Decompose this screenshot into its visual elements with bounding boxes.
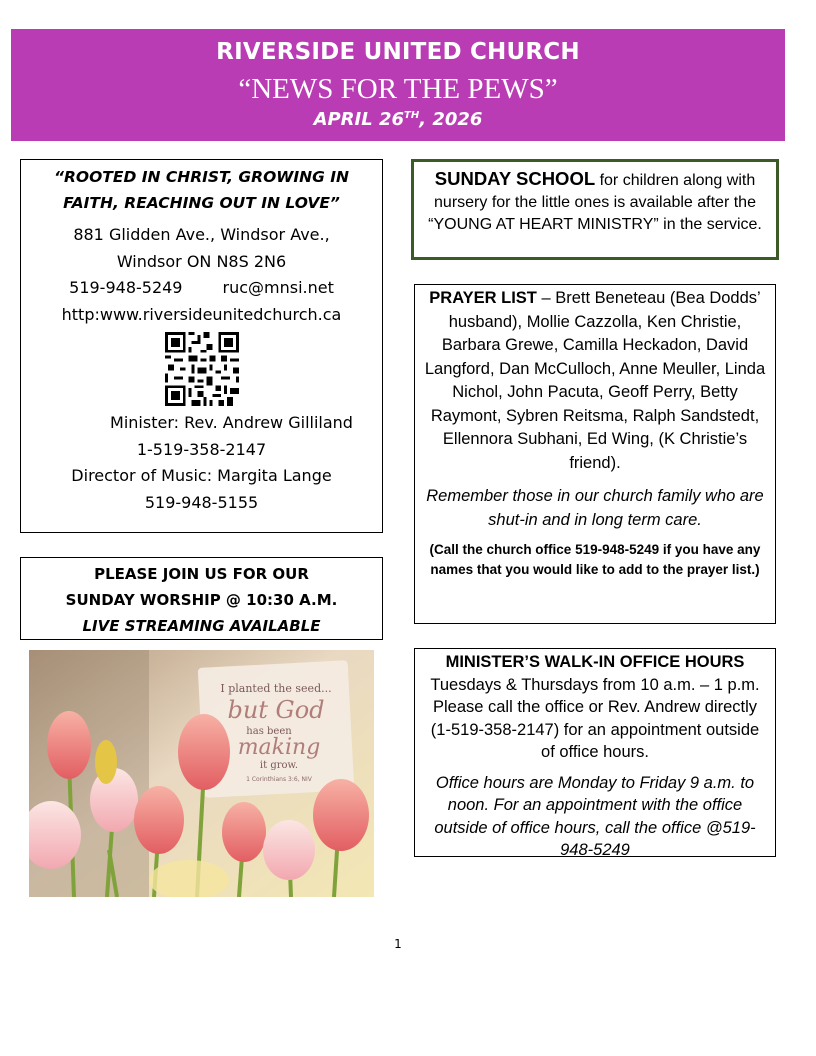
address-line-2: Windsor ON N8S 2N6: [116, 251, 287, 271]
photo-caption-1: I planted the seed...: [220, 682, 332, 695]
music-director: Director of Music: Margita Lange: [71, 466, 332, 485]
music-director-phone: 519-948-5155: [144, 492, 259, 512]
office-hours-note: Office hours are Monday to Friday 9 a.m. to noon. For an appointment with the office outside of office hours, call the office @519-948-5249: [434, 773, 756, 859]
issue-date: APRIL 26TH, 2026: [313, 109, 483, 130]
minister-name: Minister: Rev. Andrew Gilliland: [110, 413, 353, 432]
office-hours-title: MINISTER’S WALK-IN OFFICE HOURS: [445, 653, 745, 671]
office-hours-box: [414, 648, 776, 857]
photo-caption-4: making: [237, 735, 321, 760]
church-name: RIVERSIDE UNITED CHURCH: [216, 39, 580, 65]
qr-code-icon[interactable]: [165, 332, 239, 406]
prayer-names: – Brett Beneteau (Bea Dodds’ husband), Mollie Cazzolla, Ken Christie, Barbara Grewe, Camilla Heckadon, David Langford, Dan McCulloch, Anne Meuller, Linda Nichol, John Pacuta, Geoff Perry, Betty Raymont, Sybren Reitsma, Ralph Sandstedt, Ellennora Subhani, Ed Wing, (K Christie’s friend).: [424, 289, 766, 472]
tulip-photo: [29, 650, 374, 897]
walk-in-hours: Tuesdays & Thursdays from 10 a.m. – 1 p.m. Please call the office or Rev. Andrew directly (1-519-358-2147) for an appointment outside of office hours.: [430, 675, 760, 761]
address-line-1: 881 Glidden Ave., Windsor Ave.,: [73, 225, 330, 244]
sunday-school-text: for children along with nursery for the little ones is available after the “YOUNG AT HEART MINISTRY” in the service.: [428, 172, 762, 233]
church-info-box: [20, 159, 383, 533]
photo-caption-2: but God: [227, 696, 325, 724]
worship-box: [20, 557, 383, 640]
worship-line-2: SUNDAY WORSHIP @ 10:30 A.M.: [65, 591, 338, 609]
sunday-school-box: [411, 159, 779, 260]
photo-caption-5: it grow.: [259, 760, 299, 771]
prayer-list-title: PRAYER LIST: [429, 289, 537, 307]
worship-line-1: PLEASE JOIN US FOR OUR: [94, 565, 309, 583]
church-phone: 519-948-5249: [69, 278, 183, 297]
church-website[interactable]: http:www.riversideunitedchurch.ca: [61, 304, 342, 324]
prayer-note: (Call the church office 519-948-5249 if you have any names that you would like to add to the prayer list.): [429, 542, 761, 577]
contact-row: [21, 275, 382, 302]
church-email[interactable]: ruc@mnsi.net: [222, 278, 334, 297]
prayer-remember: Remember those in our church family who are shut-in and in long term care.: [426, 487, 764, 529]
photo-caption-3: has been: [246, 726, 292, 737]
newsletter-title: “NEWS FOR THE PEWS”: [238, 73, 558, 105]
photo-caption-ref: 1 Corinthians 3:6, NIV: [246, 776, 312, 783]
header-banner: [11, 29, 785, 141]
sunday-school-title: SUNDAY SCHOOL: [434, 168, 596, 189]
page-number: 1: [394, 937, 402, 951]
minister-phone: 1-519-358-2147: [136, 439, 267, 459]
live-streaming-note: LIVE STREAMING AVAILABLE: [82, 617, 321, 635]
prayer-list-box: [414, 284, 776, 624]
church-motto: “ROOTED IN CHRIST, GROWING IN FAITH, REACHING OUT IN LOVE”: [54, 168, 349, 212]
prayer-list: [423, 287, 767, 475]
